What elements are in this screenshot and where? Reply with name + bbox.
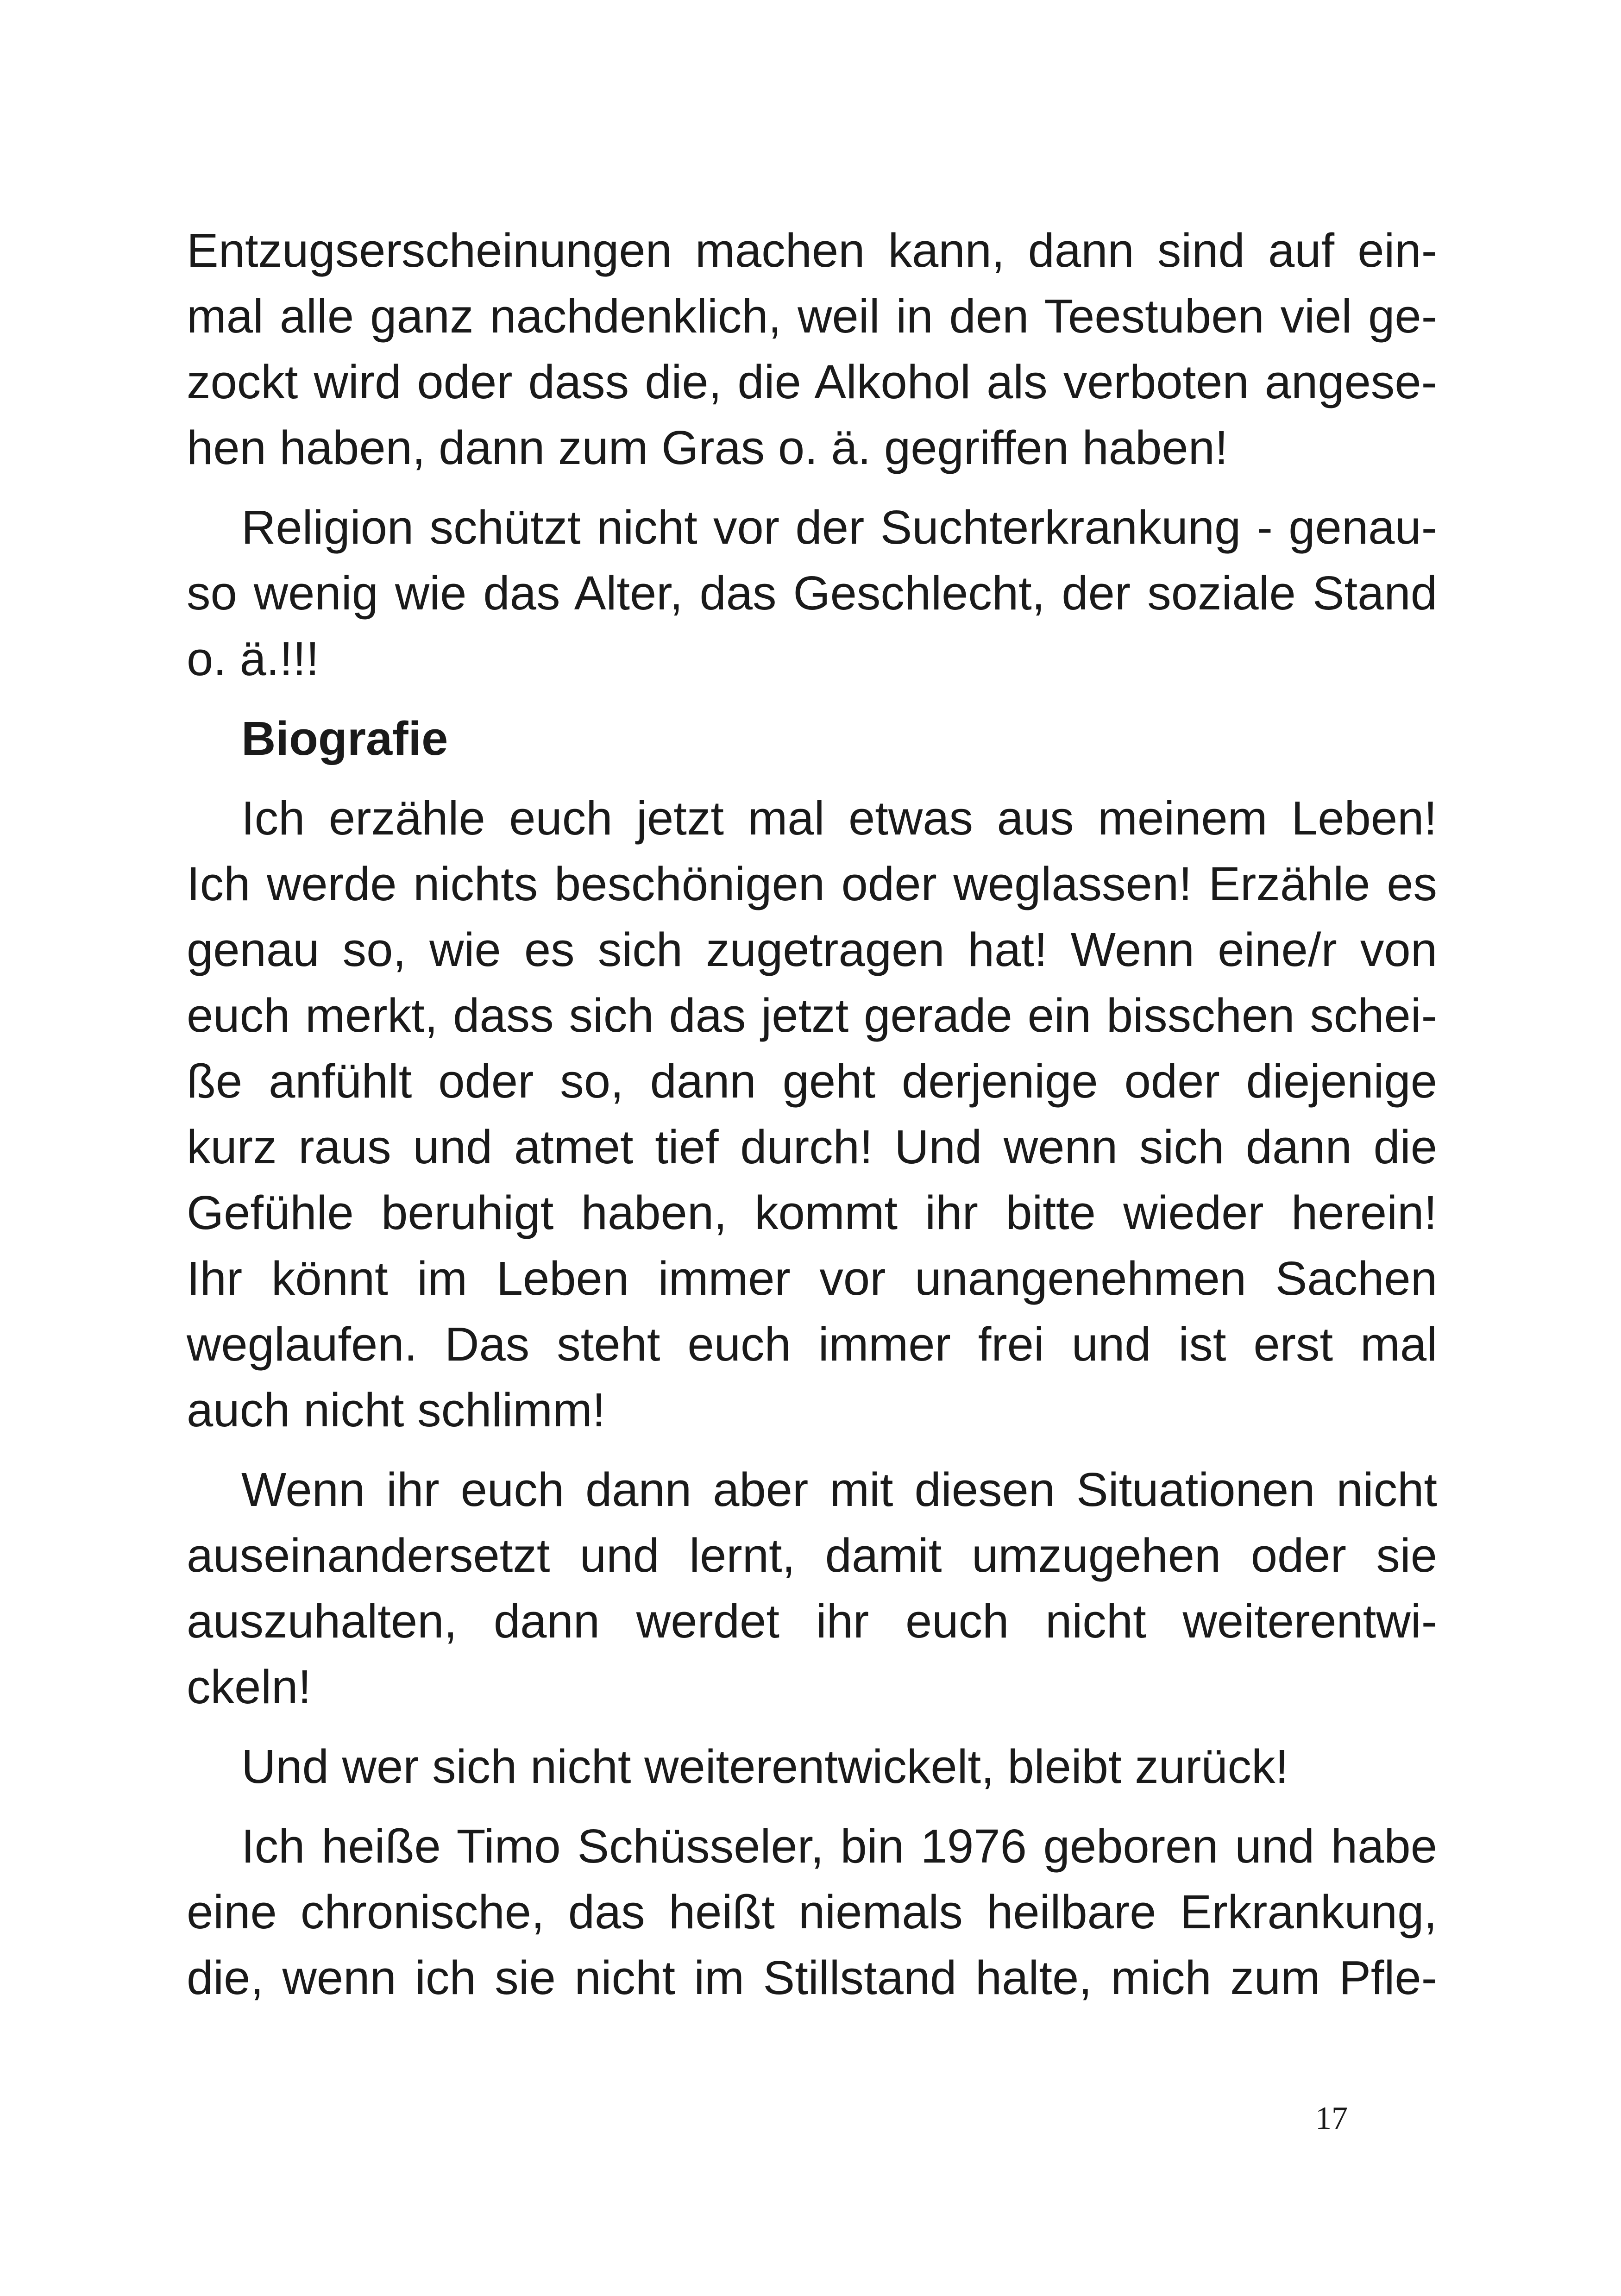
text-line: euch merkt, dass sich das jetzt gerade ein bisschen schei- [187,989,1437,1042]
text-line: Ihr könnt im Leben immer vor unangenehmen Sachen [187,1252,1437,1305]
paragraph-6 [187,1813,1437,2011]
text-line: Wenn ihr euch dann aber mit diesen Situationen nicht [241,1463,1437,1516]
text-line: ckeln! [187,1660,312,1713]
paragraph-2 [187,495,1437,692]
paragraph-3 [187,785,1437,1443]
section-heading: Biografie [241,712,448,765]
paragraph-1 [187,218,1437,481]
text-line: zockt wird oder dass die, die Alkohol als verboten angese- [187,355,1437,408]
text-line: auch nicht schlimm! [187,1383,606,1437]
text-line: Entzugserscheinungen machen kann, dann sind auf ein- [187,224,1437,277]
text-line: genau so, wie es sich zugetragen hat! Wenn eine/r von [187,923,1437,976]
text-line: eine chronische, das heißt niemals heilbare Erkrankung, [187,1885,1437,1938]
text-line: o. ä.!!! [187,632,320,685]
page-number: 17 [1315,2101,1348,2136]
text-line: so wenig wie das Alter, das Geschlecht, der soziale Stand [187,566,1437,620]
text-line: Ich erzähle euch jetzt mal etwas aus meinem Leben! [241,791,1437,845]
text-line: weglaufen. Das steht euch immer frei und ist erst mal [187,1317,1437,1371]
text-line: hen haben, dann zum Gras o. ä. gegriffen haben! [187,421,1228,474]
text-line: auszuhalten, dann werdet ihr euch nicht weiterentwi- [187,1594,1437,1648]
text-line: kurz raus und atmet tief durch! Und wenn sich dann die [187,1120,1437,1173]
text-line: Und wer sich nicht weiterentwickelt, bleibt zurück! [241,1740,1289,1793]
text-line: Religion schützt nicht vor der Suchterkrankung - genau- [241,501,1437,554]
text-line: auseinandersetzt und lernt, damit umzugehen oder sie [187,1529,1437,1582]
text-line: Gefühle beruhigt haben, kommt ihr bitte wieder herein! [187,1186,1437,1239]
text-line: mal alle ganz nachdenklich, weil in den Teestuben viel ge- [187,289,1437,343]
paragraph-4 [187,1457,1437,1720]
text-line: Ich werde nichts beschönigen oder weglassen! Erzähle es [187,857,1437,910]
text-line: ße anfühlt oder so, dann geht derjenige oder diejenige [187,1054,1437,1108]
text-line: die, wenn ich sie nicht im Stillstand halte, mich zum Pfle- [187,1951,1437,2004]
text-column [187,218,1437,2025]
text-line: Ich heiße Timo Schüsseler, bin 1976 geboren und habe [241,1819,1437,1873]
paragraph-5 [187,1734,1437,1800]
